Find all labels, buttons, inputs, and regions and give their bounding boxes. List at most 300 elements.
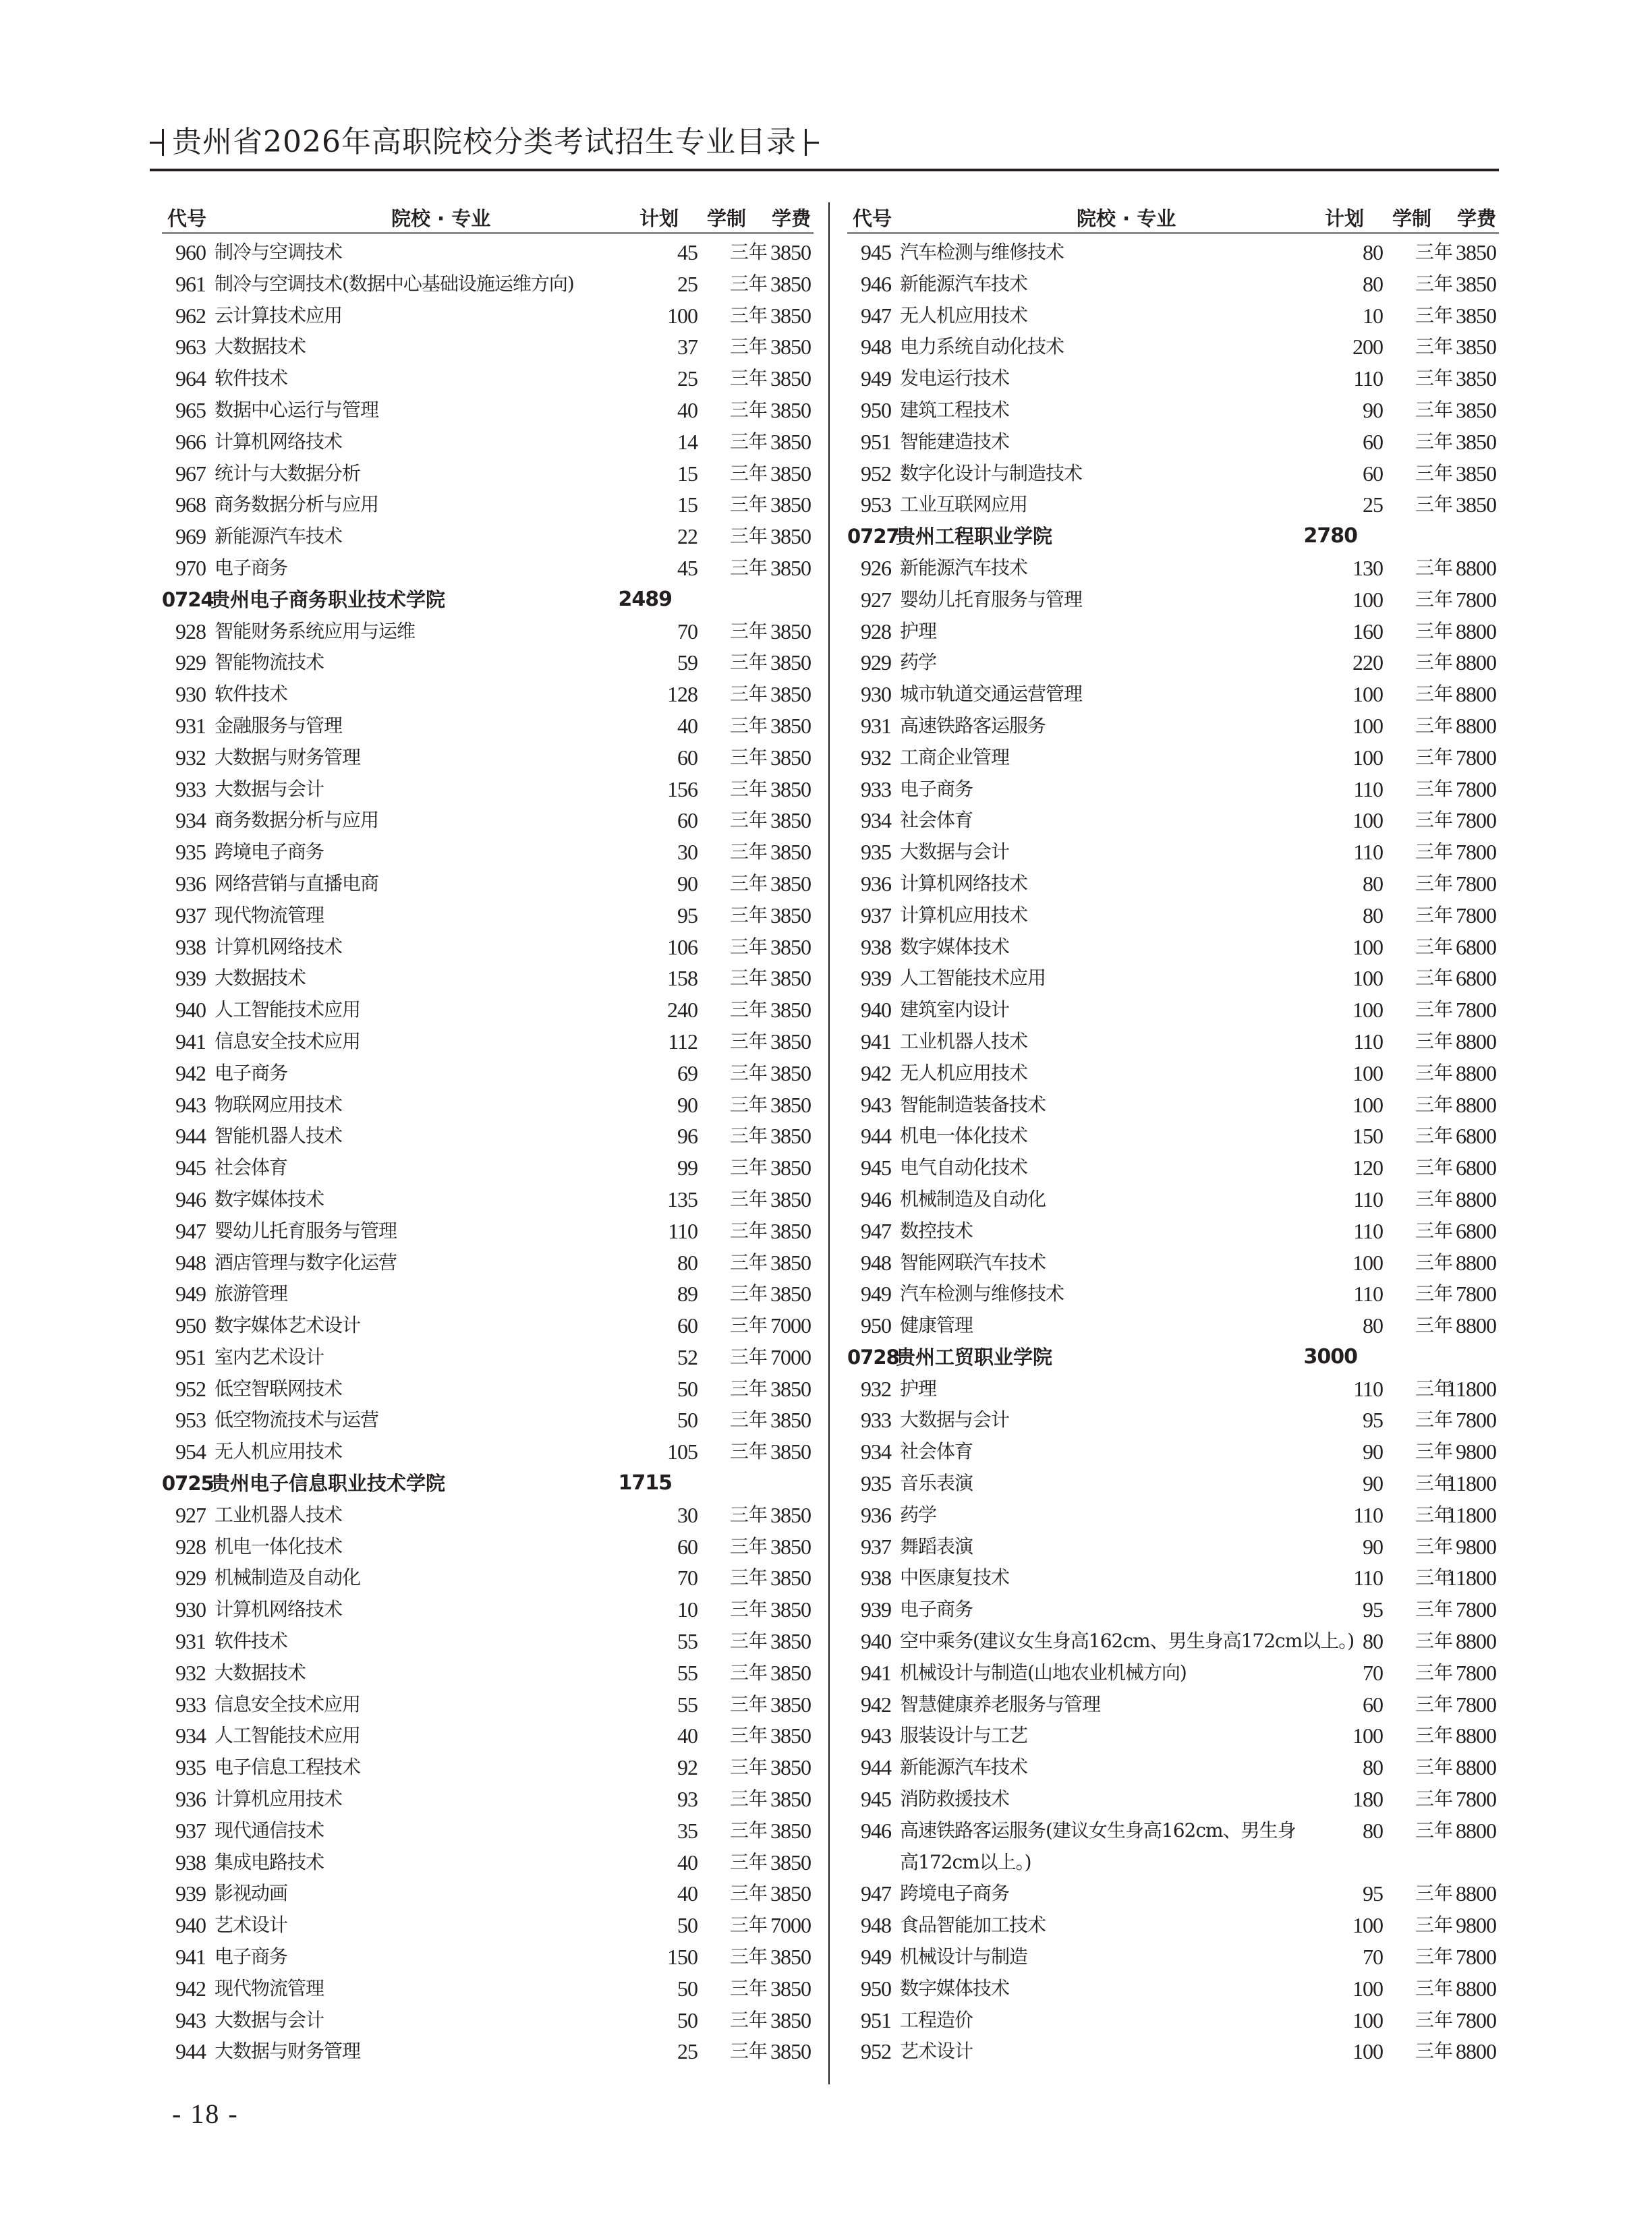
major-code: 954 xyxy=(175,1439,206,1464)
major-name: 人工智能技术应用 xyxy=(900,967,1046,990)
left-column xyxy=(162,202,814,2067)
major-duration: 三年 xyxy=(1415,651,1453,674)
major-code: 949 xyxy=(861,366,891,391)
major-code: 932 xyxy=(861,1376,891,1401)
major-code: 964 xyxy=(175,366,206,391)
major-name: 统计与大数据分析 xyxy=(215,461,361,484)
major-name: 无人机应用技术 xyxy=(900,1061,1028,1084)
major-fee: 8800 xyxy=(1456,650,1496,675)
major-row xyxy=(847,1089,1499,1121)
major-fee: 8800 xyxy=(1456,555,1496,580)
major-code: 944 xyxy=(175,1124,206,1149)
major-fee: 6800 xyxy=(1456,1155,1496,1180)
major-plan: 110 xyxy=(668,1218,697,1243)
major-duration: 三年 xyxy=(729,1251,768,1274)
major-name: 大数据与会计 xyxy=(215,2008,324,2031)
major-row xyxy=(162,1847,814,1879)
major-plan: 50 xyxy=(677,1913,697,1938)
major-code: 928 xyxy=(861,619,891,644)
major-fee: 8800 xyxy=(1456,682,1496,707)
major-row xyxy=(847,616,1499,648)
major-duration: 三年 xyxy=(1415,619,1453,642)
major-fee: 3850 xyxy=(1456,429,1496,454)
major-duration: 三年 xyxy=(729,1503,768,1526)
major-plan: 130 xyxy=(1352,555,1383,580)
major-name: 大数据与会计 xyxy=(900,1408,1010,1431)
major-fee: 3850 xyxy=(770,934,811,959)
major-plan: 100 xyxy=(1352,1913,1383,1938)
major-duration: 三年 xyxy=(729,1914,768,1937)
major-row xyxy=(162,836,814,868)
major-fee: 3850 xyxy=(1456,271,1496,296)
major-plan: 80 xyxy=(1363,1629,1383,1654)
major-name: 现代通信技术 xyxy=(215,1819,324,1842)
major-plan: 50 xyxy=(677,1408,697,1433)
major-code: 970 xyxy=(175,555,206,580)
major-plan: 55 xyxy=(677,1660,697,1685)
major-fee: 3850 xyxy=(770,619,811,644)
major-plan: 60 xyxy=(677,745,697,770)
major-duration: 三年 xyxy=(729,430,768,453)
major-code: 938 xyxy=(175,934,206,959)
major-duration: 三年 xyxy=(729,1440,768,1463)
major-plan: 135 xyxy=(667,1187,697,1211)
major-fee: 8800 xyxy=(1456,1313,1496,1338)
major-duration: 三年 xyxy=(1415,903,1453,926)
major-plan: 100 xyxy=(1352,966,1383,991)
major-code: 931 xyxy=(175,1629,206,1654)
major-row xyxy=(847,1594,1499,1626)
major-name: 食品智能加工技术 xyxy=(900,1914,1046,1937)
major-fee: 6800 xyxy=(1456,934,1496,959)
major-code: 930 xyxy=(175,1597,206,1622)
major-fee: 3850 xyxy=(770,1723,811,1748)
major-fee: 3850 xyxy=(770,524,811,549)
major-row xyxy=(162,774,814,805)
major-row xyxy=(162,647,814,679)
major-fee: 3850 xyxy=(770,1881,811,1906)
major-row xyxy=(847,1626,1499,1657)
major-row xyxy=(847,1562,1499,1594)
major-plan: 160 xyxy=(1352,619,1383,644)
major-name: 现代物流管理 xyxy=(215,1976,324,1999)
major-name: 集成电路技术 xyxy=(215,1850,324,1873)
major-code: 946 xyxy=(861,271,891,296)
major-fee: 6800 xyxy=(1456,1218,1496,1243)
major-name: 新能源汽车技术 xyxy=(900,556,1028,579)
major-plan: 90 xyxy=(677,871,697,896)
major-plan: 112 xyxy=(668,1029,697,1054)
major-name: 人工智能技术应用 xyxy=(215,998,361,1021)
major-duration: 三年 xyxy=(729,777,768,800)
major-duration: 三年 xyxy=(729,998,768,1021)
major-name: 旅游管理 xyxy=(215,1282,288,1305)
major-row xyxy=(162,521,814,552)
major-row xyxy=(847,1058,1499,1089)
major-plan: 14 xyxy=(677,429,697,454)
major-code: 943 xyxy=(861,1092,891,1117)
major-duration: 三年 xyxy=(729,398,768,421)
major-row xyxy=(847,1278,1499,1310)
major-plan: 90 xyxy=(677,1092,697,1117)
major-duration: 三年 xyxy=(1415,1377,1453,1400)
major-row xyxy=(162,1594,814,1626)
major-code: 968 xyxy=(175,492,206,517)
major-name: 智能网联汽车技术 xyxy=(900,1251,1046,1274)
major-plan: 106 xyxy=(667,934,697,959)
major-name: 工业机器人技术 xyxy=(900,1029,1028,1052)
major-plan: 60 xyxy=(677,1313,697,1338)
header-code: 代号 xyxy=(167,206,207,230)
major-duration: 三年 xyxy=(729,745,768,768)
major-fee: 3850 xyxy=(770,335,811,360)
major-plan: 105 xyxy=(667,1439,697,1464)
major-duration: 三年 xyxy=(729,1345,768,1368)
major-duration: 三年 xyxy=(1415,1408,1453,1431)
major-plan: 40 xyxy=(677,1723,697,1748)
major-name: 计算机网络技术 xyxy=(215,935,343,958)
school-plan: 2489 xyxy=(618,587,672,611)
major-code: 953 xyxy=(861,492,891,517)
major-row xyxy=(162,900,814,932)
major-name: 计算机网络技术 xyxy=(900,872,1028,894)
major-fee: 3850 xyxy=(770,2007,811,2032)
major-code: 934 xyxy=(861,1439,891,1464)
major-duration: 三年 xyxy=(1415,461,1453,484)
major-duration: 三年 xyxy=(729,683,768,706)
major-row xyxy=(847,963,1499,994)
school-name: 贵州电子商务职业技术学院 xyxy=(210,588,446,611)
major-plan: 110 xyxy=(1353,1218,1383,1243)
major-name: 网络营销与直播电商 xyxy=(215,872,379,894)
major-name: 现代物流管理 xyxy=(215,903,324,926)
major-name: 机械设计与制造 xyxy=(900,1945,1028,1968)
major-code: 944 xyxy=(861,1124,891,1149)
major-plan: 80 xyxy=(1363,271,1383,296)
major-plan: 90 xyxy=(1363,1534,1383,1559)
major-duration: 三年 xyxy=(729,1819,768,1842)
major-fee: 11800 xyxy=(1446,1502,1496,1527)
major-row xyxy=(847,900,1499,932)
major-name: 信息安全技术应用 xyxy=(215,1692,361,1715)
major-fee: 3850 xyxy=(770,1534,811,1559)
major-row xyxy=(847,2036,1499,2067)
major-row xyxy=(162,237,814,268)
major-code: 946 xyxy=(175,1187,206,1211)
major-name: 云计算技术应用 xyxy=(215,304,343,326)
major-row xyxy=(847,1120,1499,1152)
major-plan: 110 xyxy=(1353,1029,1383,1054)
major-name: 软件技术 xyxy=(215,683,288,706)
school-code: 0725 xyxy=(162,1472,214,1495)
major-row xyxy=(847,647,1499,679)
major-name: 艺术设计 xyxy=(215,1914,288,1937)
major-fee: 3850 xyxy=(1456,240,1496,264)
school-row xyxy=(162,1468,814,1500)
major-code: 951 xyxy=(861,2007,891,2032)
major-code: 940 xyxy=(175,998,206,1023)
major-fee: 7800 xyxy=(1456,903,1496,928)
major-name: 计算机应用技术 xyxy=(215,1788,343,1810)
major-code: 933 xyxy=(175,1692,206,1717)
school-name: 贵州工贸职业学院 xyxy=(896,1345,1053,1369)
major-plan: 80 xyxy=(1363,1313,1383,1338)
major-name: 汽车检测与维修技术 xyxy=(900,241,1064,263)
major-name: 无人机应用技术 xyxy=(215,1440,343,1463)
major-row xyxy=(847,1941,1499,1973)
major-duration: 三年 xyxy=(1415,1124,1453,1147)
major-fee: 3850 xyxy=(770,840,811,865)
major-code: 941 xyxy=(861,1029,891,1054)
major-plan: 99 xyxy=(677,1155,697,1180)
major-code: 965 xyxy=(175,397,206,422)
major-row xyxy=(847,1689,1499,1721)
major-plan: 50 xyxy=(677,1976,697,2001)
major-code: 948 xyxy=(861,1250,891,1275)
major-fee: 9800 xyxy=(1456,1439,1496,1464)
major-duration: 三年 xyxy=(729,1976,768,1999)
major-duration: 三年 xyxy=(1415,1756,1453,1779)
major-row xyxy=(162,1342,814,1373)
major-fee: 8800 xyxy=(1456,1723,1496,1748)
major-row xyxy=(847,300,1499,332)
major-row xyxy=(847,458,1499,490)
major-plan: 95 xyxy=(677,903,697,928)
left-rows xyxy=(162,237,814,2067)
running-head-left-bracket-icon xyxy=(162,129,164,156)
major-plan: 110 xyxy=(1353,840,1383,865)
major-plan: 15 xyxy=(677,461,697,486)
major-plan: 22 xyxy=(677,524,697,549)
major-row xyxy=(847,1720,1499,1752)
major-name: 中医康复技术 xyxy=(900,1566,1010,1589)
major-fee: 3850 xyxy=(770,998,811,1023)
major-duration: 三年 xyxy=(1415,398,1453,421)
major-plan: 110 xyxy=(1353,366,1383,391)
major-fee: 7800 xyxy=(1456,808,1496,833)
major-row xyxy=(847,1247,1499,1279)
major-duration: 三年 xyxy=(1415,714,1453,737)
major-duration: 三年 xyxy=(1415,1535,1453,1558)
major-code: 951 xyxy=(861,429,891,454)
school-plan: 1715 xyxy=(618,1471,672,1495)
major-row xyxy=(162,963,814,994)
header-plan: 计划 xyxy=(639,206,679,230)
major-code: 942 xyxy=(175,1976,206,2001)
major-name: 信息安全技术应用 xyxy=(215,1029,361,1052)
major-row xyxy=(162,679,814,710)
major-name: 商务数据分析与应用 xyxy=(215,809,379,832)
major-code: 948 xyxy=(175,1250,206,1275)
major-fee: 3850 xyxy=(770,461,811,486)
major-name: 电子商务 xyxy=(215,1945,288,1968)
major-fee: 7800 xyxy=(1456,1597,1496,1622)
major-row xyxy=(162,268,814,300)
major-duration: 三年 xyxy=(729,1061,768,1084)
major-code: 967 xyxy=(175,461,206,486)
school-name: 贵州工程职业学院 xyxy=(896,525,1053,548)
major-plan: 50 xyxy=(677,1376,697,1401)
major-plan: 40 xyxy=(677,1881,697,1906)
major-plan: 15 xyxy=(677,492,697,517)
major-row xyxy=(847,1815,1499,1879)
major-duration: 三年 xyxy=(1415,998,1453,1021)
major-fee: 3850 xyxy=(770,682,811,707)
major-row xyxy=(847,932,1499,963)
header-name: 院校 · 专业 xyxy=(391,206,491,230)
major-plan: 158 xyxy=(667,966,697,991)
major-code: 934 xyxy=(175,808,206,833)
major-name: 数字媒体技术 xyxy=(215,1187,324,1210)
major-plan: 25 xyxy=(677,2039,697,2064)
major-plan: 45 xyxy=(677,240,697,264)
header-fee: 学费 xyxy=(771,206,811,230)
major-code: 939 xyxy=(175,966,206,991)
major-row xyxy=(847,489,1499,521)
major-fee: 3850 xyxy=(770,429,811,454)
major-row xyxy=(162,742,814,774)
major-row xyxy=(847,268,1499,300)
major-plan: 40 xyxy=(677,713,697,738)
major-fee: 6800 xyxy=(1456,1124,1496,1149)
major-fee: 3850 xyxy=(770,1250,811,1275)
major-name: 数字化设计与制造技术 xyxy=(900,461,1083,484)
major-plan: 100 xyxy=(1352,1092,1383,1117)
major-code: 945 xyxy=(861,1155,891,1180)
major-duration: 三年 xyxy=(1415,1914,1453,1937)
major-duration: 三年 xyxy=(1415,745,1453,768)
header-duration: 学制 xyxy=(1392,206,1431,230)
major-row xyxy=(162,1815,814,1847)
major-duration: 三年 xyxy=(729,1187,768,1210)
major-plan: 45 xyxy=(677,555,697,580)
major-duration: 三年 xyxy=(729,1156,768,1179)
major-duration: 三年 xyxy=(729,1692,768,1715)
major-fee: 7800 xyxy=(1456,1282,1496,1307)
major-code: 953 xyxy=(175,1408,206,1433)
major-duration: 三年 xyxy=(729,967,768,990)
major-duration: 三年 xyxy=(1415,1976,1453,1999)
major-plan: 100 xyxy=(1352,745,1383,770)
major-duration: 三年 xyxy=(729,1598,768,1621)
major-row xyxy=(847,1752,1499,1783)
major-duration: 三年 xyxy=(1415,335,1453,358)
major-name: 护理 xyxy=(900,619,937,642)
major-name: 低空物流技术与运营 xyxy=(215,1408,379,1431)
major-row xyxy=(847,1404,1499,1436)
major-name: 电力系统自动化技术 xyxy=(900,335,1064,358)
major-code: 952 xyxy=(861,461,891,486)
major-fee: 3850 xyxy=(770,1597,811,1622)
major-duration: 三年 xyxy=(1415,1472,1453,1495)
major-plan: 100 xyxy=(1352,1060,1383,1085)
major-plan: 96 xyxy=(677,1124,697,1149)
header-rule xyxy=(847,232,1499,234)
major-fee: 11800 xyxy=(1446,1566,1496,1591)
major-row xyxy=(162,1941,814,1973)
major-code: 926 xyxy=(861,555,891,580)
major-name: 商务数据分析与应用 xyxy=(215,493,379,516)
major-code: 941 xyxy=(175,1029,206,1054)
major-name: 护理 xyxy=(900,1377,937,1400)
school-name: 贵州电子信息职业技术学院 xyxy=(210,1472,446,1495)
major-code: 936 xyxy=(175,871,206,896)
major-name: 人工智能技术应用 xyxy=(215,1724,361,1747)
major-fee: 3850 xyxy=(1456,492,1496,517)
major-duration: 三年 xyxy=(729,556,768,579)
major-fee: 3850 xyxy=(770,1976,811,2001)
major-duration: 三年 xyxy=(1415,556,1453,579)
major-plan: 69 xyxy=(677,1060,697,1085)
major-plan: 110 xyxy=(1353,1187,1383,1211)
major-fee: 3850 xyxy=(770,303,811,328)
major-duration: 三年 xyxy=(1415,1282,1453,1305)
major-duration: 三年 xyxy=(1415,683,1453,706)
major-row xyxy=(847,1436,1499,1468)
major-fee: 7800 xyxy=(1456,2007,1496,2032)
major-name: 数字媒体艺术设计 xyxy=(215,1314,361,1337)
major-fee: 8800 xyxy=(1456,619,1496,644)
major-row xyxy=(847,1973,1499,2005)
major-row xyxy=(847,1373,1499,1405)
major-fee: 3850 xyxy=(770,650,811,675)
major-duration: 三年 xyxy=(729,1535,768,1558)
major-duration: 三年 xyxy=(1415,1440,1453,1463)
major-duration: 三年 xyxy=(1415,1156,1453,1179)
major-fee: 3850 xyxy=(1456,366,1496,391)
major-row xyxy=(162,710,814,742)
major-row xyxy=(847,584,1499,616)
major-duration: 三年 xyxy=(729,525,768,548)
major-name: 智能物流技术 xyxy=(215,651,324,674)
major-fee: 3850 xyxy=(770,1218,811,1243)
major-plan: 180 xyxy=(1352,1787,1383,1812)
major-name: 大数据技术 xyxy=(215,335,306,358)
major-code: 933 xyxy=(861,776,891,801)
major-name: 低空智联网技术 xyxy=(215,1377,343,1400)
right-rows xyxy=(847,237,1499,2067)
major-plan: 80 xyxy=(1363,871,1383,896)
major-fee: 3850 xyxy=(770,1692,811,1717)
major-row xyxy=(847,710,1499,742)
major-duration: 三年 xyxy=(729,1219,768,1242)
column-header xyxy=(847,202,1499,232)
major-code: 950 xyxy=(175,1313,206,1338)
major-code: 938 xyxy=(175,1850,206,1875)
major-row xyxy=(847,2005,1499,2036)
major-name: 汽车检测与维修技术 xyxy=(900,1282,1064,1305)
major-plan: 93 xyxy=(677,1787,697,1812)
major-name: 跨境电子商务 xyxy=(900,1882,1010,1905)
major-duration: 三年 xyxy=(729,840,768,863)
major-fee: 3850 xyxy=(770,1092,811,1117)
major-code: 931 xyxy=(175,713,206,738)
major-duration: 三年 xyxy=(729,335,768,358)
major-row xyxy=(162,1878,814,1910)
major-duration: 三年 xyxy=(1415,1598,1453,1621)
major-plan: 100 xyxy=(1352,808,1383,833)
major-fee: 3850 xyxy=(1456,461,1496,486)
major-duration: 三年 xyxy=(729,1630,768,1653)
major-plan: 55 xyxy=(677,1629,697,1654)
major-name: 电子商务 xyxy=(215,1061,288,1084)
major-duration: 三年 xyxy=(1415,1251,1453,1274)
major-plan: 80 xyxy=(1363,903,1383,928)
major-plan: 100 xyxy=(667,303,697,328)
major-code: 941 xyxy=(861,1660,891,1685)
major-plan: 35 xyxy=(677,1818,697,1843)
major-row xyxy=(162,616,814,648)
